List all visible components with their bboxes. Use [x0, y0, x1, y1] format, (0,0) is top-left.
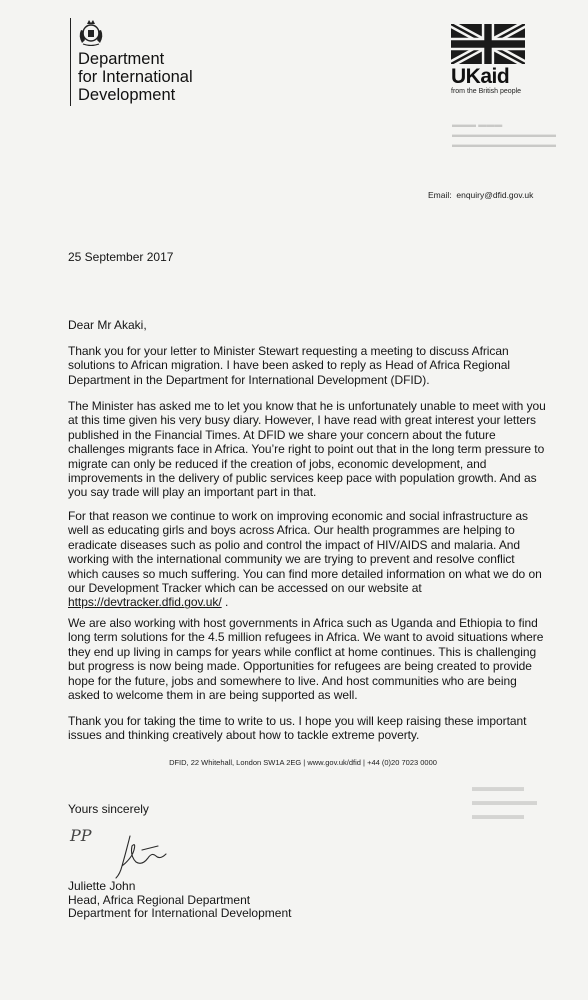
handwritten-signature: [112, 832, 174, 880]
paragraph-text: .: [221, 595, 229, 610]
devtracker-link[interactable]: https://devtracker.dfid.gov.uk/: [68, 595, 222, 610]
signer-organisation: Department for International Development: [68, 906, 292, 920]
reverse-show-through: ▬▬▬▬ ▬▬▬▬▬ ▬▬▬▬: [472, 779, 537, 822]
pp-mark: PP: [70, 826, 92, 845]
royal-crest-icon: [76, 18, 106, 46]
body-paragraph: We are also working with host governments in Africa such as Uganda and Ethiopia to find long term solutions for the 4.5 million refugees in Africa. We want to avoid situations where they end up living in camps for years while conflict at home continues. This is challenging but progress is now being made. Opportunities for refugees are being created to provide hope for the future, jobs and somewhere to live. And host communities who are being asked to welcome them in are being supported as well.: [68, 616, 544, 703]
department-name-line: Department: [78, 50, 165, 68]
salutation: Dear Mr Akaki,: [68, 318, 147, 332]
department-name-line: Development: [78, 86, 176, 104]
email-address: enquiry@dfid.gov.uk: [456, 190, 534, 200]
body-paragraph: Thank you for your letter to Minister Stewart requesting a meeting to discuss African solutions to African migration. I have been asked to reply as Head of Africa Regional Department in the Department for International Development (DFID).: [68, 344, 511, 387]
union-flag-icon: [451, 24, 525, 64]
ukaid-wordmark: UKaid: [451, 65, 510, 88]
email-line: [428, 190, 533, 200]
paragraph-text: For that reason we continue to work on improving economic and social infrastructure as well as educating girls and boys across Africa. Our health programmes are helping to eradicate diseases such as polio and control the impact of HIV/AIDS and malaria. And working with the international community we are trying to prevent and resolve conflict which causes so much suffering. You can find more detailed information on what we do on our Development Tracker which can be accessed on our website at: [68, 509, 542, 596]
signer-name: Juliette John: [68, 879, 136, 893]
department-name: [78, 50, 228, 104]
signer-block: [68, 880, 291, 921]
ukaid-tagline: from the British people: [451, 88, 522, 95]
body-paragraph: Thank you for taking the time to write to us. I hope you will keep raising these important issues and thinking creatively about how to tackle extreme poverty.: [68, 714, 527, 743]
ukaid-logo: [451, 24, 527, 96]
signer-title: Head, Africa Regional Department: [68, 892, 251, 907]
address-footer: DFID, 22 Whitehall, London SW1A 2EG | www.gov.uk/dfid | +44 (0)20 7023 0000: [169, 758, 437, 767]
department-name-line: for International: [78, 68, 193, 86]
letter-date: 25 September 2017: [68, 250, 174, 264]
email-label: Email:: [428, 190, 452, 200]
closing: Yours sincerely: [68, 802, 149, 816]
reverse-show-through: ▬▬▬ ▬▬▬ ▬▬▬▬▬▬▬▬▬▬▬▬▬ ▬▬▬▬▬▬▬▬▬▬▬▬▬: [452, 120, 556, 149]
body-paragraph: The Minister has asked me to let you know that he is unfortunately unable to meet with you at this time given his very busy diary. However, I have read with great interest your letters published in the Financial Times. At DFID we share your concern about the future challenges migrants face in Africa. You’re right to point out that in the long term pressure to migrate can only be reduced if the creation of jobs, economic development, and improvements in the delivery of public services keep pace with population growth. And as you say trade will play an important part in that.: [68, 399, 546, 500]
letterhead-rule: [70, 18, 71, 106]
body-paragraph: [68, 509, 548, 610]
